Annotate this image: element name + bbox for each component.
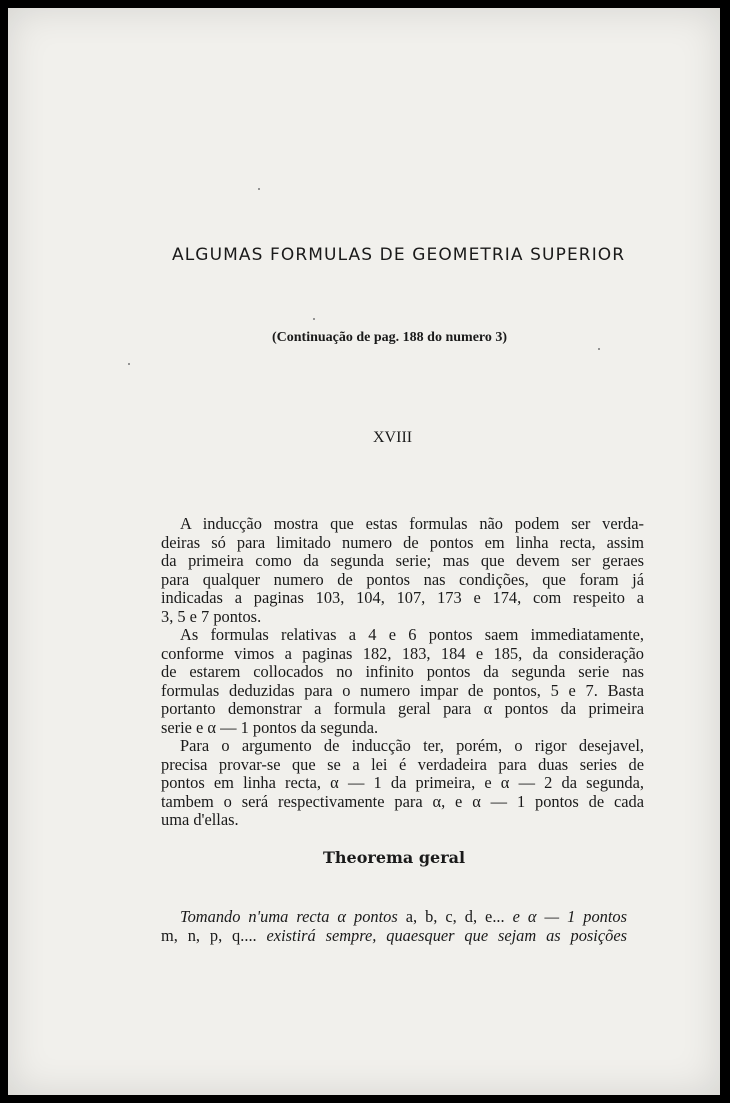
paper-speck <box>598 348 600 350</box>
text-line: As formulas relativas a 4 e 6 pontos saem immediatamente, <box>180 625 644 644</box>
theorem-line <box>161 926 627 945</box>
text-line: pontos em linha recta, α — 1 da primeira, e α — 2 da segunda, <box>161 773 644 792</box>
text-line: uma d'ellas. <box>161 810 239 829</box>
paper-speck <box>313 318 315 320</box>
text-line: formulas deduzidas para o numero impar de pontos, 5 e 7. Basta <box>161 680 644 700</box>
theorem-statement <box>161 907 627 945</box>
text-line: 3, 5 e 7 pontos. <box>161 606 262 626</box>
text-line: deiras só para limitado numero de pontos em linha recta, assim <box>161 532 644 552</box>
theorem-heading: Theorema geral <box>323 848 466 867</box>
text-line: serie e α — 1 pontos da segunda. <box>161 717 379 737</box>
theorem-italic: e α — 1 pontos <box>512 907 627 926</box>
text-line: indicadas a paginas 103, 104, 107, 173 e 174, com respeito a <box>161 588 644 607</box>
paper-speck <box>258 188 260 190</box>
text-line: da primeira como da segunda serie; mas que devem ser geraes <box>161 551 644 570</box>
continuation-note: (Continuação de pag. 188 do numero 3) <box>272 330 508 345</box>
text-line: Para o argumento de inducção ter, porém, o rigor desejavel, <box>180 736 644 755</box>
theorem-roman: m, n, p, q.... <box>161 926 267 945</box>
paragraph <box>161 515 644 626</box>
paragraph <box>161 626 644 737</box>
theorem-roman: a, b, c, d, e... <box>397 907 513 926</box>
body-text <box>161 515 644 830</box>
theorem-line <box>161 907 627 926</box>
text-line: para qualquer numero de pontos nas condições, que foram já <box>161 569 644 589</box>
section-number: XVIII <box>373 429 413 446</box>
text-line: tambem o será respectivamente para α, e α — 1 pontos de cada <box>161 791 644 811</box>
text-line: precisa provar-se que se a lei é verdadeira para duas series de <box>161 754 644 774</box>
paper-speck <box>128 363 130 365</box>
text-line: portanto demonstrar a formula geral para α pontos da primeira <box>161 699 644 718</box>
text-line: conforme vimos a paginas 182, 183, 184 e 185, da consideração <box>161 643 644 663</box>
paragraph <box>161 737 644 830</box>
text-line: de estarem collocados no infinito pontos da segunda serie nas <box>161 662 644 681</box>
theorem-italic: Tomando n'uma recta α pontos <box>180 907 398 926</box>
article-title: ALGUMAS FORMULAS DE GEOMETRIA SUPERIOR <box>172 245 626 265</box>
text-line: A inducção mostra que estas formulas não podem ser verda- <box>180 514 644 533</box>
theorem-italic: existirá sempre, quaesquer que sejam as posições <box>266 926 627 945</box>
